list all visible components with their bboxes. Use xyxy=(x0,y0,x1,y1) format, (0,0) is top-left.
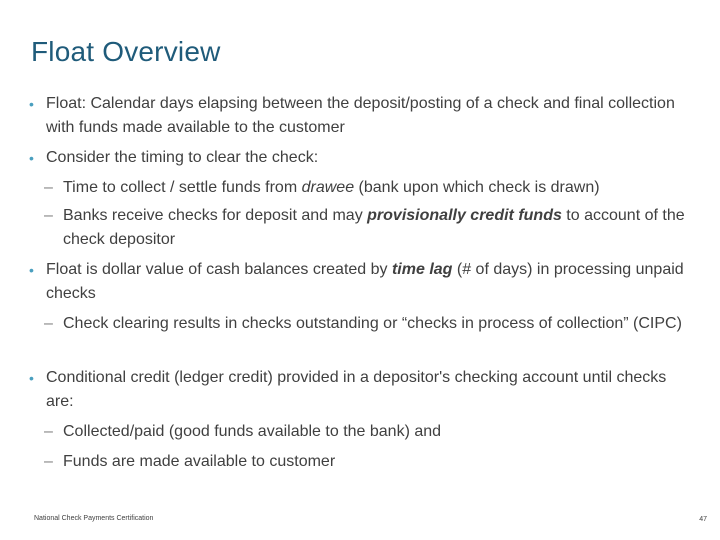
bullet-icon: • xyxy=(29,370,34,386)
bullet-text: Float: Calendar days elapsing between the deposit/posting of a check and final collection with funds made available to the customer xyxy=(46,95,675,136)
dash-icon: – xyxy=(44,453,53,470)
sub-bullet-collected-paid xyxy=(44,420,689,444)
bullet-timing xyxy=(29,146,689,170)
bullet-icon: • xyxy=(29,262,34,278)
page-number: 47 xyxy=(699,516,707,523)
dash-icon: – xyxy=(44,315,53,332)
bullet-float-definition xyxy=(29,92,689,140)
bullet-icon: • xyxy=(29,150,34,166)
sub-bullet-cipc xyxy=(44,312,689,336)
sub-bullet-provisional-credit xyxy=(44,204,689,252)
bullet-conditional-credit xyxy=(29,366,689,414)
sub-bullet-text: Banks receive checks for deposit and may provisionally credit funds to account of the check depositor xyxy=(63,207,685,248)
bullet-dollar-value xyxy=(29,258,689,306)
sub-bullet-text: Time to collect / settle funds from drawee (bank upon which check is drawn) xyxy=(63,179,600,196)
sub-bullet-text: Collected/paid (good funds available to the bank) and xyxy=(63,423,442,440)
bullet-text: Consider the timing to clear the check: xyxy=(46,149,319,166)
sub-bullet-collect xyxy=(44,176,689,200)
bullet-text: Conditional credit (ledger credit) provided in a depositor's checking account until checks are: xyxy=(46,369,667,410)
sub-bullet-text: Check clearing results in checks outstanding or “checks in process of collection” (CIPC) xyxy=(63,315,682,332)
sub-bullet-text: Funds are made available to customer xyxy=(63,453,336,470)
dash-icon: – xyxy=(44,423,53,440)
dash-icon: – xyxy=(44,179,53,196)
sub-bullet-funds-available xyxy=(44,450,689,474)
footer-source: National Check Payments Certification xyxy=(34,515,154,522)
bullet-text: Float is dollar value of cash balances created by time lag (# of days) in processing unpaid checks xyxy=(46,261,684,302)
dash-icon: – xyxy=(44,207,53,224)
slide-title: Float Overview xyxy=(31,36,221,67)
bullet-icon: • xyxy=(29,96,34,112)
